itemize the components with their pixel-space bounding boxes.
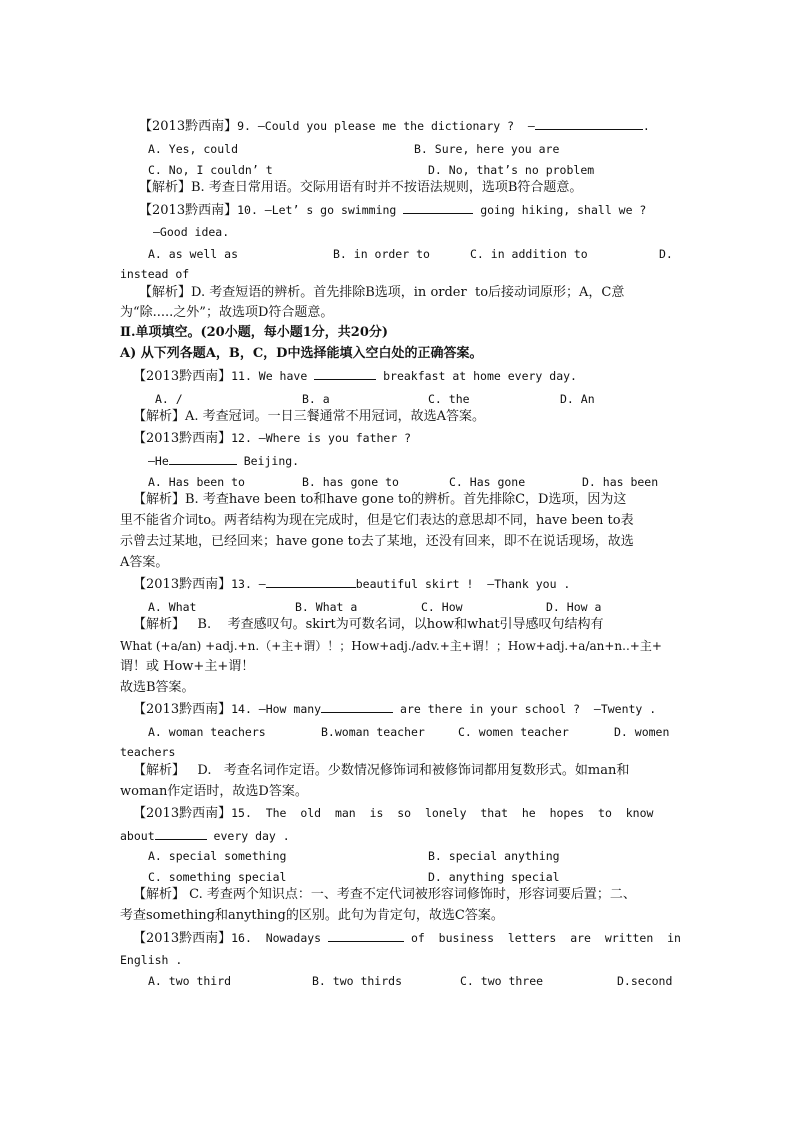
option-d-continued: teachers: [120, 745, 176, 759]
question-tag: 【2013黔西南】: [133, 577, 232, 592]
question-tag: 【2013黔西南】: [133, 369, 232, 384]
option-b: B. Sure, here you are: [414, 142, 560, 156]
question-text: beautiful skirt ! —Thank you .: [355, 577, 571, 591]
question-text: 16. Nowadays: [231, 931, 329, 945]
option-a: A. Has been to: [148, 475, 245, 489]
explanation: 【解析】A. 考查冠词。一日三餐通常不用冠词，故选A答案。: [133, 409, 486, 424]
question-text: of business letters are written in: [404, 931, 681, 945]
question-text: going hiking, shall we ?: [473, 203, 647, 217]
question-text: breakfast at home every day.: [376, 369, 577, 383]
option-b: B.woman teacher: [321, 725, 425, 739]
explanation: 示曾去过某地，已经回来；have gone to去了某地，还没有回来，即不在说话现场，故选: [120, 534, 634, 549]
question-text: about: [120, 829, 155, 843]
explanation: woman作定语时，故选D答案。: [120, 784, 308, 799]
answer-blank: [321, 701, 393, 713]
option-d: D. has been: [582, 475, 659, 489]
answer-blank: [403, 202, 473, 214]
question-text: 13. —: [231, 577, 266, 591]
section-title: Ⅱ.单项填空。(20小题，每小题1分，共20分): [120, 325, 389, 340]
explanation: 【解析】 D. 考查名词作定语。少数情况修饰词和被修饰词都用复数形式。如man和: [133, 763, 630, 778]
question-text: 15. The old man is so lonely that he hopes to know: [231, 806, 654, 820]
option-d-continued: instead of: [120, 267, 190, 281]
question-9-stem: 【2013黔西南】9. —Could you please me the dictionary ? — .: [139, 119, 650, 134]
question-16-stem: [133, 930, 681, 947]
explanation: 【解析】 B. 考查感叹句。skirt为可数名词，以how和what引导感叹句结构有: [133, 617, 604, 632]
question-13-stem: [133, 576, 570, 593]
explanation: A答案。: [120, 555, 169, 570]
option-a: A. /: [155, 392, 183, 406]
explanation: 考查something和anything的区别。此句为肯定句，故选C答案。: [120, 908, 504, 923]
question-tag: 【2013黔西南】: [133, 806, 232, 821]
option-c: C. Has gone: [449, 475, 526, 489]
answer-blank: [155, 828, 207, 840]
reply-text: —He: [148, 454, 169, 468]
explanation: 【解析】B. 考查have been to和have gone to的辨析。首先排除C，D选项，因为这: [133, 492, 627, 507]
question-tag: 【2013黔西南】: [139, 203, 238, 218]
explanation: 为“除.....之外”；故选项D符合题意。: [120, 305, 334, 320]
reply: —Good idea.: [153, 225, 230, 239]
reply: [148, 453, 299, 469]
option-a: A. two third: [148, 974, 232, 988]
question-tag: 【2013黔西南】: [133, 431, 232, 446]
option-b: B. two thirds: [312, 974, 403, 988]
question-tag: 【2013黔西南】: [133, 931, 232, 946]
option-b: B. has gone to: [302, 475, 399, 489]
question-text: 14. —How many: [231, 702, 322, 716]
question-text: every day .: [206, 829, 290, 843]
question-text: are there in your school ? —Twenty .: [393, 702, 657, 716]
explanation: 故选B答案。: [120, 680, 195, 695]
question-14-stem: [133, 701, 656, 718]
option-c: C. No, I couldn’ t: [148, 163, 273, 177]
option-c: C. something special: [148, 870, 287, 884]
answer-blank: [169, 453, 237, 465]
option-a: A. Yes, could: [148, 142, 239, 156]
question-15-stem: [133, 805, 653, 822]
option-c: C. in addition to: [470, 247, 588, 261]
option-c: C. the: [428, 392, 470, 406]
question-tag: 【2013黔西南】: [133, 702, 232, 717]
option-d: D. How a: [546, 600, 602, 614]
answer-blank: [314, 368, 376, 380]
question-text: 10. —Let’ s go swimming: [237, 203, 404, 217]
option-a: A. as well as: [148, 247, 239, 261]
answer-blank: [328, 930, 404, 942]
option-a: A. special something: [148, 849, 287, 863]
option-d: D. No, that’s no problem: [428, 163, 595, 177]
option-d: D. women: [614, 725, 670, 739]
question-text: 11. We have: [231, 369, 315, 383]
question-11-stem: [133, 368, 577, 385]
option-a: A. woman teachers: [148, 725, 266, 739]
option-c: C. two three: [460, 974, 544, 988]
explanation: 谓！或 How+主+谓！: [120, 659, 255, 674]
question-tag: 【2013黔西南】: [139, 119, 238, 134]
reply-text: Beijing.: [236, 454, 300, 468]
answer-blank: [535, 118, 643, 130]
question-10-stem: [139, 202, 646, 219]
explanation: 【解析】B. 考查日常用语。交际用语有时并不按语法规则，选项B符合题意。: [139, 180, 583, 195]
explanation: 【解析】D. 考查短语的辨析。首先排除B选项，in order to后接动词原形；A，C意: [139, 285, 625, 300]
option-d: D.second: [617, 974, 673, 988]
question-15-continued: [120, 828, 290, 844]
question-text: 12. —Where is you father ?: [231, 431, 412, 445]
option-b: B. special anything: [428, 849, 560, 863]
explanation: 【解析】 C. 考查两个知识点：一、考查不定代词被形容词修饰时，形容词要后置；二、: [133, 887, 636, 902]
option-b: B. a: [302, 392, 330, 406]
explanation: 里不能省介词to。两者结构为现在完成时，但是它们表达的意思却不同，have been to表: [120, 513, 634, 528]
option-c: C. women teacher: [458, 725, 569, 739]
question-text: 9. —Could you please me the dictionary ? —: [237, 119, 535, 133]
question-12-stem: [133, 430, 411, 447]
option-d: D.: [659, 247, 673, 261]
question-16-continued: English .: [120, 953, 183, 967]
option-c: C. How: [421, 600, 463, 614]
option-a: A. What: [148, 600, 197, 614]
option-b: B. What a: [295, 600, 358, 614]
explanation: What (+a/an) +adj.+n.（+主+谓）！；How+adj./adv.+主+谓！；How+adj.+a/an+n..+主+: [120, 639, 662, 653]
option-d: D. anything special: [428, 870, 560, 884]
section-subtitle: A) 从下列各题A，B，C，D中选择能填入空白处的正确答案。: [120, 346, 483, 361]
option-b: B. in order to: [333, 247, 430, 261]
option-d: D. An: [560, 392, 595, 406]
answer-blank: [266, 576, 356, 588]
